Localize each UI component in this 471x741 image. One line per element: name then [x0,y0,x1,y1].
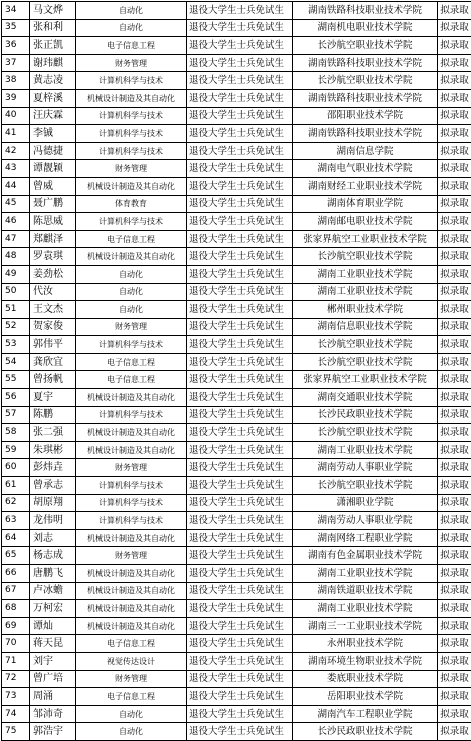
student-name: 王文杰 [30,301,76,319]
graduating-school: 湖南电气职业技术学院 [293,160,438,178]
graduating-school: 长沙航空职业技术学院 [293,477,438,495]
student-name: 彭炜垚 [30,459,76,477]
admission-list-table [1,1,471,741]
row-number: 61 [2,477,30,495]
table-row [2,494,471,512]
graduating-school: 湖南铁路科技职业技术学院 [293,89,438,107]
table-row [2,547,471,565]
row-number: 69 [2,617,30,635]
major: 机械设计制造及其自动化 [76,424,187,442]
row-number: 57 [2,406,30,424]
table-row [2,441,471,459]
student-name: 罗袁琪 [30,248,76,266]
row-number: 38 [2,72,30,90]
graduating-school: 潇湘职业学院 [293,494,438,512]
graduating-school: 湖南铁路科技职业技术学院 [293,2,438,20]
table-row [2,19,471,37]
student-name: 谭灿 [30,617,76,635]
major: 机械设计制造及其自动化 [76,389,187,407]
admission-category: 退役大学生士兵免试生 [187,19,293,37]
major: 机械设计制造及其自动化 [76,617,187,635]
graduating-school: 湖南网络工程职业学院 [293,529,438,547]
major: 体育教育 [76,195,187,213]
graduating-school: 郴州职业技术学院 [293,301,438,319]
row-number: 72 [2,670,30,688]
admission-category: 退役大学生士兵免试生 [187,477,293,495]
graduating-school: 湖南信息职业技术学院 [293,318,438,336]
row-number: 51 [2,301,30,319]
admission-status: 拟录取 [438,529,471,547]
admission-status: 拟录取 [438,318,471,336]
graduating-school: 张家界航空工业职业技术学院 [293,371,438,389]
admission-status: 拟录取 [438,582,471,600]
table-row [2,318,471,336]
major: 财务管理 [76,670,187,688]
row-number: 75 [2,723,30,741]
graduating-school: 湖南汽车工程职业学院 [293,705,438,723]
graduating-school: 岳阳职业技术学院 [293,688,438,706]
table-row [2,336,471,354]
graduating-school: 湖南交通职业技术学院 [293,389,438,407]
table-row [2,670,471,688]
graduating-school: 长沙民政职业技术学院 [293,406,438,424]
major: 电子信息工程 [76,230,187,248]
admission-status: 拟录取 [438,547,471,565]
admission-category: 退役大学生士兵免试生 [187,54,293,72]
student-name: 胡原翔 [30,494,76,512]
row-number: 56 [2,389,30,407]
major: 机械设计制造及其自动化 [76,441,187,459]
admission-category: 退役大学生士兵免试生 [187,389,293,407]
admission-category: 退役大学生士兵免试生 [187,617,293,635]
graduating-school: 永州职业技术学院 [293,635,438,653]
student-name: 曾威 [30,177,76,195]
admission-status: 拟录取 [438,195,471,213]
admission-category: 退役大学生士兵免试生 [187,213,293,231]
admission-status: 拟录取 [438,283,471,301]
row-number: 59 [2,441,30,459]
admission-status: 拟录取 [438,670,471,688]
major: 计算机科学与技术 [76,125,187,143]
student-name: 夏梓溪 [30,89,76,107]
student-name: 谢玮麒 [30,54,76,72]
table-row [2,230,471,248]
row-number: 65 [2,547,30,565]
admission-status: 拟录取 [438,72,471,90]
graduating-school: 湖南工业职业技术学院 [293,600,438,618]
graduating-school: 湖南三一工业职业技术学院 [293,617,438,635]
graduating-school: 娄底职业技术学院 [293,670,438,688]
graduating-school: 湖南工业职业技术学院 [293,565,438,583]
table-row [2,142,471,160]
table-row [2,600,471,618]
student-name: 卢冰蟾 [30,582,76,600]
admission-category: 退役大学生士兵免试生 [187,195,293,213]
major: 自动化 [76,723,187,741]
table-row [2,37,471,55]
graduating-school: 湖南工业职业技术学院 [293,283,438,301]
row-number: 64 [2,529,30,547]
student-name: 李铖 [30,125,76,143]
major: 自动化 [76,19,187,37]
admission-status: 拟录取 [438,406,471,424]
student-name: 蒋天昆 [30,635,76,653]
admission-category: 退役大学生士兵免试生 [187,177,293,195]
admission-status: 拟录取 [438,688,471,706]
admission-status: 拟录取 [438,705,471,723]
table-row [2,477,471,495]
graduating-school: 湖南铁路科技职业技术学院 [293,125,438,143]
major: 机械设计制造及其自动化 [76,89,187,107]
graduating-school: 湖南环境生物职业技术学院 [293,652,438,670]
row-number: 62 [2,494,30,512]
row-number: 43 [2,160,30,178]
table-row [2,160,471,178]
major: 视觉传达设计 [76,652,187,670]
major: 机械设计制造及其自动化 [76,582,187,600]
major: 计算机科学与技术 [76,494,187,512]
admission-category: 退役大学生士兵免试生 [187,230,293,248]
major: 自动化 [76,301,187,319]
admission-status: 拟录取 [438,723,471,741]
student-name: 刘志 [30,529,76,547]
student-name: 姜劲松 [30,265,76,283]
table-row [2,652,471,670]
major: 机械设计制造及其自动化 [76,600,187,618]
table-row [2,565,471,583]
table-row [2,723,471,741]
row-number: 63 [2,512,30,530]
student-name: 周涌 [30,688,76,706]
row-number: 48 [2,248,30,266]
table-row [2,54,471,72]
admission-category: 退役大学生士兵免试生 [187,635,293,653]
admission-status: 拟录取 [438,19,471,37]
row-number: 67 [2,582,30,600]
admission-status: 拟录取 [438,652,471,670]
major: 机械设计制造及其自动化 [76,248,187,266]
student-name: 夏宇 [30,389,76,407]
major: 计算机科学与技术 [76,107,187,125]
graduating-school: 湖南劳动人事职业学院 [293,459,438,477]
admission-status: 拟录取 [438,37,471,55]
table-row [2,705,471,723]
row-number: 73 [2,688,30,706]
table-row [2,177,471,195]
admission-category: 退役大学生士兵免试生 [187,353,293,371]
row-number: 66 [2,565,30,583]
major: 电子信息工程 [76,688,187,706]
graduating-school: 湖南铁路科技职业技术学院 [293,54,438,72]
admission-category: 退役大学生士兵免试生 [187,406,293,424]
student-name: 代汝 [30,283,76,301]
row-number: 44 [2,177,30,195]
admission-status: 拟录取 [438,248,471,266]
row-number: 54 [2,353,30,371]
row-number: 47 [2,230,30,248]
table-row [2,2,471,20]
row-number: 39 [2,89,30,107]
graduating-school: 湖南机电职业技术学院 [293,19,438,37]
row-number: 35 [2,19,30,37]
admission-status: 拟录取 [438,617,471,635]
admission-category: 退役大学生士兵免试生 [187,107,293,125]
row-number: 41 [2,125,30,143]
admission-category: 退役大学生士兵免试生 [187,459,293,477]
row-number: 58 [2,424,30,442]
row-number: 45 [2,195,30,213]
admission-category: 退役大学生士兵免试生 [187,318,293,336]
major: 自动化 [76,705,187,723]
admission-status: 拟录取 [438,177,471,195]
row-number: 68 [2,600,30,618]
student-name: 陈思威 [30,213,76,231]
student-name: 万柯宏 [30,600,76,618]
row-number: 34 [2,2,30,20]
admission-status: 拟录取 [438,353,471,371]
table-row [2,635,471,653]
graduating-school: 长沙航空职业技术学院 [293,353,438,371]
major: 计算机科学与技术 [76,336,187,354]
row-number: 50 [2,283,30,301]
student-name: 冯德捷 [30,142,76,160]
student-name: 黄志凌 [30,72,76,90]
student-name: 唐鹏飞 [30,565,76,583]
row-number: 53 [2,336,30,354]
table-row [2,353,471,371]
student-name: 贺家俊 [30,318,76,336]
admission-status: 拟录取 [438,336,471,354]
major: 电子信息工程 [76,37,187,55]
row-number: 60 [2,459,30,477]
student-name: 郑麒泽 [30,230,76,248]
row-number: 55 [2,371,30,389]
major: 财务管理 [76,459,187,477]
admission-category: 退役大学生士兵免试生 [187,600,293,618]
major: 计算机科学与技术 [76,477,187,495]
admission-list-body [2,2,471,741]
student-name: 龚欣宜 [30,353,76,371]
admission-category: 退役大学生士兵免试生 [187,301,293,319]
graduating-school: 湖南工业职业技术学院 [293,441,438,459]
major: 机械设计制造及其自动化 [76,529,187,547]
admission-category: 退役大学生士兵免试生 [187,37,293,55]
admission-status: 拟录取 [438,477,471,495]
major: 财务管理 [76,160,187,178]
major: 计算机科学与技术 [76,406,187,424]
row-number: 42 [2,142,30,160]
major: 计算机科学与技术 [76,512,187,530]
table-row [2,688,471,706]
table-row [2,125,471,143]
major: 财务管理 [76,547,187,565]
table-row [2,213,471,231]
admission-category: 退役大学生士兵免试生 [187,565,293,583]
admission-status: 拟录取 [438,142,471,160]
student-name: 聂广鹏 [30,195,76,213]
admission-category: 退役大学生士兵免试生 [187,529,293,547]
admission-category: 退役大学生士兵免试生 [187,512,293,530]
student-name: 朱琪彬 [30,441,76,459]
graduating-school: 湖南铁道职业技术学院 [293,582,438,600]
admission-status: 拟录取 [438,494,471,512]
graduating-school: 湖南邮电职业技术学院 [293,213,438,231]
admission-status: 拟录取 [438,213,471,231]
table-row [2,283,471,301]
table-row [2,582,471,600]
table-row [2,301,471,319]
major: 财务管理 [76,54,187,72]
admission-category: 退役大学生士兵免试生 [187,547,293,565]
graduating-school: 长沙航空职业技术学院 [293,424,438,442]
row-number: 74 [2,705,30,723]
major: 机械设计制造及其自动化 [76,565,187,583]
admission-category: 退役大学生士兵免试生 [187,670,293,688]
admission-status: 拟录取 [438,265,471,283]
table-row [2,389,471,407]
admission-category: 退役大学生士兵免试生 [187,441,293,459]
table-row [2,248,471,266]
admission-category: 退役大学生士兵免试生 [187,142,293,160]
admission-status: 拟录取 [438,125,471,143]
row-number: 40 [2,107,30,125]
table-row [2,512,471,530]
student-name: 张和利 [30,19,76,37]
table-row [2,371,471,389]
student-name: 谭靓颖 [30,160,76,178]
student-name: 张正凯 [30,37,76,55]
table-row [2,459,471,477]
admission-category: 退役大学生士兵免试生 [187,424,293,442]
graduating-school: 长沙航空职业技术学院 [293,37,438,55]
admission-category: 退役大学生士兵免试生 [187,125,293,143]
admission-category: 退役大学生士兵免试生 [187,688,293,706]
admission-status: 拟录取 [438,301,471,319]
admission-status: 拟录取 [438,512,471,530]
student-name: 张二强 [30,424,76,442]
student-name: 马文烨 [30,2,76,20]
admission-status: 拟录取 [438,230,471,248]
student-name: 刘宇 [30,652,76,670]
graduating-school: 湖南财经工业职业技术学院 [293,177,438,195]
admission-category: 退役大学生士兵免试生 [187,248,293,266]
admission-status: 拟录取 [438,600,471,618]
admission-category: 退役大学生士兵免试生 [187,160,293,178]
graduating-school: 长沙航空职业技术学院 [293,336,438,354]
student-name: 杨志成 [30,547,76,565]
graduating-school: 邵阳职业技术学院 [293,107,438,125]
admission-status: 拟录取 [438,565,471,583]
admission-status: 拟录取 [438,371,471,389]
admission-status: 拟录取 [438,107,471,125]
admission-category: 退役大学生士兵免试生 [187,723,293,741]
student-name: 曾广培 [30,670,76,688]
table-row [2,406,471,424]
major: 机械设计制造及其自动化 [76,177,187,195]
admission-category: 退役大学生士兵免试生 [187,705,293,723]
student-name: 曾承志 [30,477,76,495]
student-name: 曾扬帆 [30,371,76,389]
table-row [2,89,471,107]
student-name: 郭伟平 [30,336,76,354]
graduating-school: 长沙民政职业技术学院 [293,723,438,741]
admission-category: 退役大学生士兵免试生 [187,72,293,90]
graduating-school: 湖南信息学院 [293,142,438,160]
admission-category: 退役大学生士兵免试生 [187,371,293,389]
major: 电子信息工程 [76,371,187,389]
student-name: 龙伟明 [30,512,76,530]
admission-category: 退役大学生士兵免试生 [187,265,293,283]
graduating-school: 长沙航空职业技术学院 [293,72,438,90]
row-number: 37 [2,54,30,72]
graduating-school: 湖南工业职业技术学院 [293,265,438,283]
graduating-school: 湖南劳动人事职业学院 [293,512,438,530]
admission-category: 退役大学生士兵免试生 [187,582,293,600]
admission-status: 拟录取 [438,424,471,442]
table-row [2,617,471,635]
graduating-school: 张家界航空工业职业技术学院 [293,230,438,248]
admission-status: 拟录取 [438,441,471,459]
admission-status: 拟录取 [438,89,471,107]
table-row [2,72,471,90]
admission-category: 退役大学生士兵免试生 [187,336,293,354]
row-number: 70 [2,635,30,653]
graduating-school: 长沙航空职业技术学院 [293,248,438,266]
table-row [2,107,471,125]
table-row [2,195,471,213]
graduating-school: 湖南有色金属职业技术学院 [293,547,438,565]
admission-category: 退役大学生士兵免试生 [187,89,293,107]
major: 自动化 [76,2,187,20]
row-number: 49 [2,265,30,283]
admission-status: 拟录取 [438,389,471,407]
table-row [2,265,471,283]
major: 计算机科学与技术 [76,213,187,231]
major: 计算机科学与技术 [76,72,187,90]
student-name: 陈鹏 [30,406,76,424]
admission-status: 拟录取 [438,54,471,72]
admission-category: 退役大学生士兵免试生 [187,283,293,301]
admission-status: 拟录取 [438,459,471,477]
major: 财务管理 [76,318,187,336]
student-name: 邹沛奇 [30,705,76,723]
student-name: 郭浩宇 [30,723,76,741]
admission-category: 退役大学生士兵免试生 [187,652,293,670]
admission-status: 拟录取 [438,160,471,178]
student-name: 汪庆霖 [30,107,76,125]
row-number: 52 [2,318,30,336]
major: 电子信息工程 [76,635,187,653]
row-number: 36 [2,37,30,55]
row-number: 46 [2,213,30,231]
graduating-school: 湖南体育职业学院 [293,195,438,213]
major: 电子信息工程 [76,353,187,371]
admission-category: 退役大学生士兵免试生 [187,494,293,512]
major: 自动化 [76,265,187,283]
table-row [2,424,471,442]
admission-status: 拟录取 [438,635,471,653]
table-row [2,529,471,547]
row-number: 71 [2,652,30,670]
major: 计算机科学与技术 [76,142,187,160]
admission-category: 退役大学生士兵免试生 [187,2,293,20]
admission-status: 拟录取 [438,2,471,20]
major: 自动化 [76,283,187,301]
